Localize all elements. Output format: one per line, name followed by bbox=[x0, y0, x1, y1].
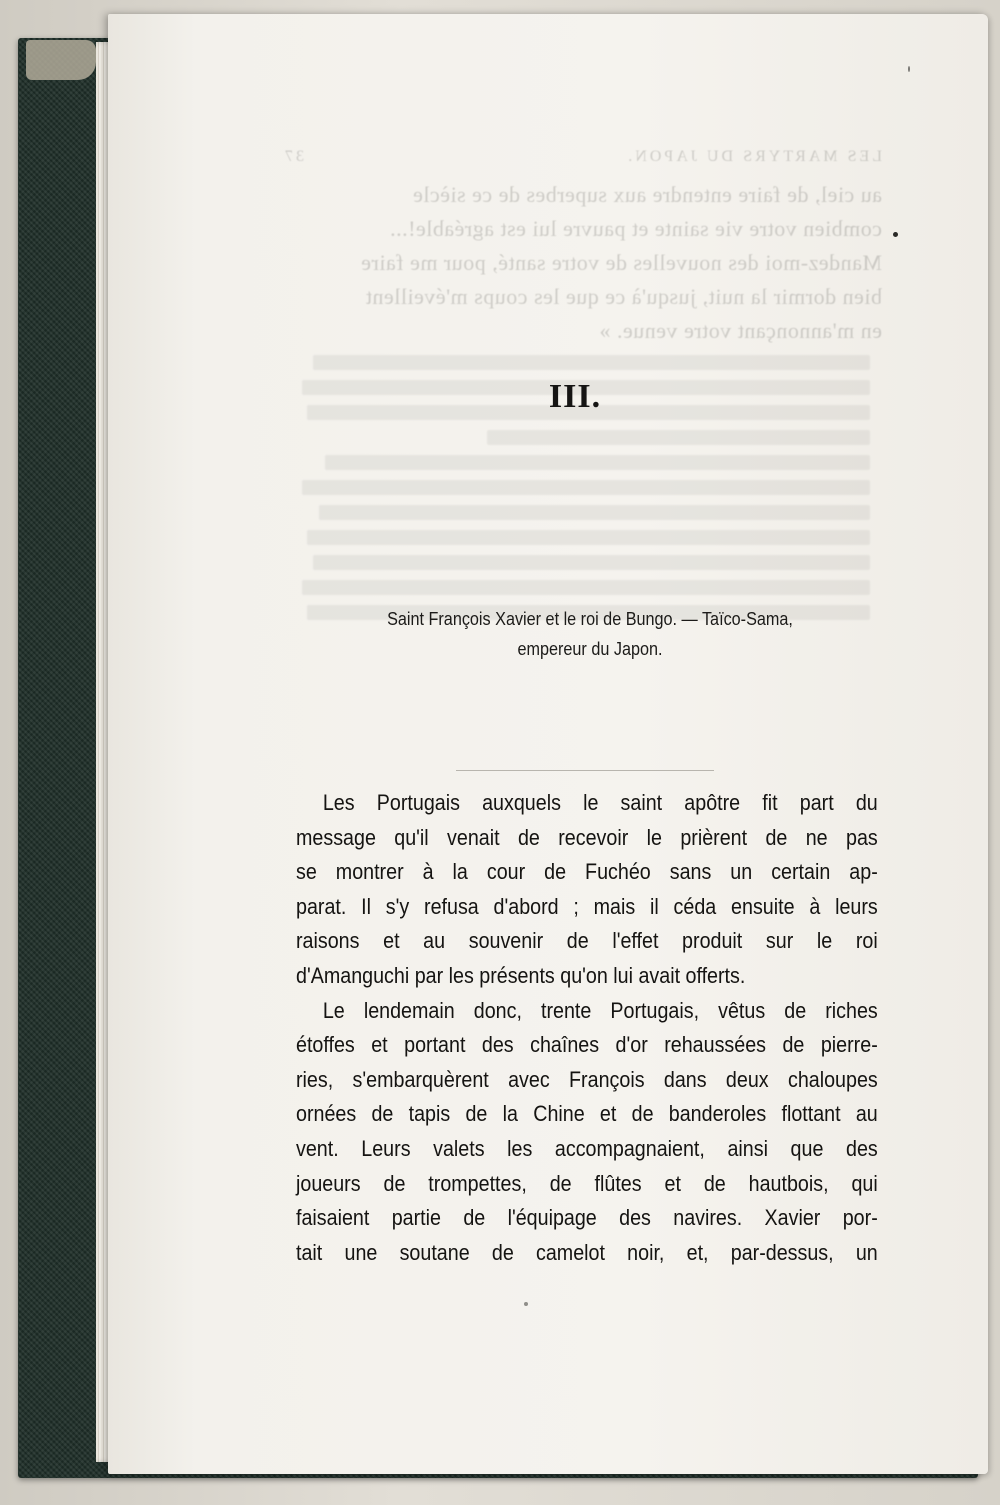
text-line: joueurs de trompettes, de flûtes et de hautbois, qui bbox=[296, 1170, 878, 1196]
show-through-line: combien votre vie sainte et pauvre lui est agréable!... bbox=[389, 216, 882, 241]
text-line: faisaient partie de l'équipage des navires. Xavier por- bbox=[296, 1205, 878, 1231]
text-line: Le lendemain donc, trente Portugais, vêtus de riches bbox=[322, 997, 878, 1023]
text-line: message qu'il venait de recevoir le prièrent de ne pas bbox=[296, 824, 878, 850]
cover-wear-mark bbox=[26, 40, 96, 80]
text-line: Les Portugais auxquels le saint apôtre fit part du bbox=[322, 790, 878, 815]
text-line: raisons et au souvenir de l'effet produit sur le roi bbox=[296, 928, 878, 954]
show-through-line: en m'annonçant votre venue. » bbox=[599, 318, 882, 343]
show-through-title: LES MARTYRS DU JAPON. bbox=[625, 148, 882, 165]
paragraph-1 bbox=[296, 786, 878, 994]
body-text bbox=[296, 786, 878, 1270]
text-line: tait une soutane de camelot noir, et, par-dessus, un bbox=[296, 1239, 878, 1265]
ink-speck bbox=[524, 1302, 528, 1306]
show-through-page-number: 37 bbox=[282, 148, 304, 165]
show-through-line: bien dormir la nuit, jusqu'à ce que les coups m'éveillent bbox=[365, 284, 882, 309]
chapter-number: III. bbox=[548, 378, 602, 415]
ink-speck bbox=[908, 66, 910, 72]
show-through-line: au ciel, de faire entendre aux superbes de ce siècle bbox=[412, 182, 882, 207]
text-line: ornées de tapis de la Chine et de banderoles flottant au bbox=[296, 1101, 878, 1127]
show-through-text bbox=[282, 140, 882, 348]
text-line: étoffes et portant des chaînes d'or rehaussées de pierre- bbox=[296, 1032, 878, 1058]
chapter-subtitle-line-1: Saint François Xavier et le roi de Bungo. — Taïco-Sama, bbox=[387, 609, 793, 629]
ink-speck bbox=[893, 232, 898, 237]
chapter-subtitle bbox=[329, 604, 851, 664]
show-through-running-head bbox=[282, 140, 882, 174]
text-line: se montrer à la cour de Fuchéo sans un certain ap- bbox=[296, 859, 878, 885]
paragraph-2 bbox=[296, 994, 878, 1271]
divider-rule bbox=[456, 770, 714, 771]
text-line: vent. Leurs valets les accompagnaient, ainsi que des bbox=[296, 1135, 878, 1161]
text-line: ries, s'embarquèrent avec François dans deux chaloupes bbox=[296, 1066, 878, 1092]
text-line: parat. Il s'y refusa d'abord ; mais il céda ensuite à leurs bbox=[296, 893, 878, 919]
show-through-line: Mandez-moi des nouvelles de votre santé, pour me faire bbox=[360, 250, 882, 275]
text-line: d'Amanguchi par les présents qu'on lui avait offerts. bbox=[296, 962, 746, 988]
chapter-subtitle-line-2: empereur du Japon. bbox=[517, 639, 663, 659]
